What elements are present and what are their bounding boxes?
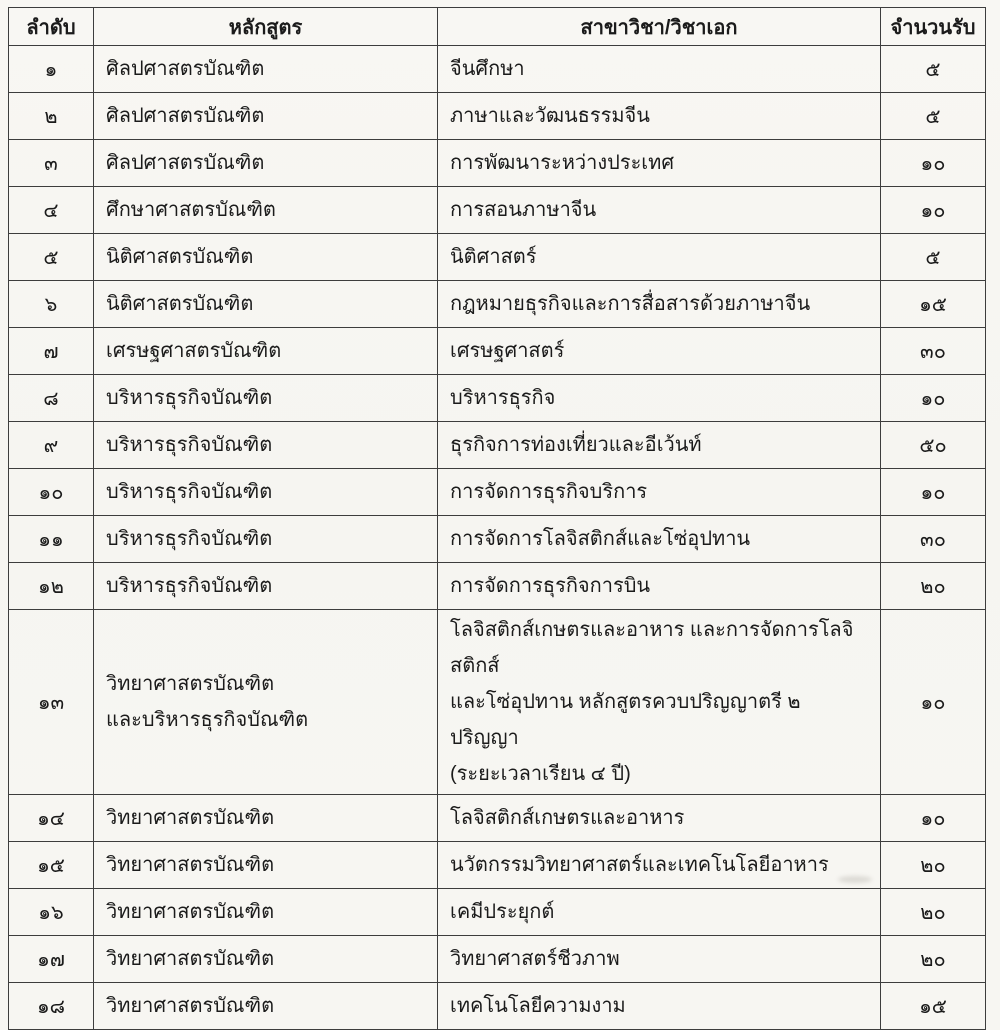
major-text-line: เคมีประยุกต์: [450, 901, 555, 923]
program-cell: [94, 469, 438, 516]
program-text-line: และบริหารธุรกิจบัณฑิต: [106, 709, 309, 731]
program-cell: [94, 610, 438, 795]
table-row: [9, 46, 986, 93]
table-row: [9, 140, 986, 187]
program-text-line: บริหารธุรกิจบัณฑิต: [106, 481, 273, 503]
program-text-line: วิทยาศาสตรบัณฑิต: [106, 807, 275, 829]
major-text-line: เทคโนโลยีความงาม: [450, 995, 626, 1017]
major-cell: [438, 842, 881, 889]
quota-cell: ๒๐: [881, 936, 986, 983]
program-text-line: ศึกษาศาสตรบัณฑิต: [106, 199, 276, 221]
program-text-line: บริหารธุรกิจบัณฑิต: [106, 575, 273, 597]
quota-cell: ๕: [881, 93, 986, 140]
quota-cell: ๕: [881, 46, 986, 93]
quota-cell: ๓๐: [881, 328, 986, 375]
quota-cell: ๑๕: [881, 983, 986, 1030]
major-cell: [438, 422, 881, 469]
major-cell: [438, 795, 881, 842]
program-text-line: วิทยาศาสตรบัณฑิต: [106, 854, 275, 876]
major-cell: [438, 375, 881, 422]
order-cell: ๔: [9, 187, 94, 234]
major-text-line: โลจิสติกส์เกษตรและอาหาร และการจัดการโลจิสติกส์: [450, 619, 854, 677]
quota-cell: ๑๐: [881, 610, 986, 795]
quota-cell: ๑๐: [881, 187, 986, 234]
quota-cell: ๒๐: [881, 889, 986, 936]
column-header-major: สาขาวิชา/วิชาเอก: [438, 8, 881, 46]
program-text-line: บริหารธุรกิจบัณฑิต: [106, 387, 273, 409]
program-text-line: นิติศาสตรบัณฑิต: [106, 246, 254, 268]
major-cell: [438, 187, 881, 234]
quota-cell: ๑๐: [881, 795, 986, 842]
major-text-line: กฎหมายธุรกิจและการสื่อสารด้วยภาษาจีน: [450, 293, 811, 315]
major-text-line: บริหารธุรกิจ: [450, 387, 556, 409]
program-cell: [94, 46, 438, 93]
major-cell: [438, 610, 881, 795]
program-text-line: ศิลปศาสตรบัณฑิต: [106, 152, 265, 174]
program-cell: [94, 140, 438, 187]
program-text-line: วิทยาศาสตรบัณฑิต: [106, 995, 275, 1017]
quota-cell: ๑๐: [881, 469, 986, 516]
program-cell: [94, 234, 438, 281]
major-text-line: การสอนภาษาจีน: [450, 199, 597, 221]
table-row: [9, 936, 986, 983]
table-row: [9, 983, 986, 1030]
order-cell: ๑๓: [9, 610, 94, 795]
program-text-line: วิทยาศาสตรบัณฑิต: [106, 901, 275, 923]
program-text-line: เศรษฐศาสตรบัณฑิต: [106, 340, 282, 362]
order-cell: ๑๘: [9, 983, 94, 1030]
order-cell: ๑๐: [9, 469, 94, 516]
program-text-line: บริหารธุรกิจบัณฑิต: [106, 528, 273, 550]
program-cell: [94, 842, 438, 889]
program-text-line: ศิลปศาสตรบัณฑิต: [106, 58, 265, 80]
program-text-line: บริหารธุรกิจบัณฑิต: [106, 434, 273, 456]
order-cell: ๑๑: [9, 516, 94, 563]
program-cell: [94, 889, 438, 936]
major-text-line: การจัดการโลจิสติกส์และโซ่อุปทาน: [450, 528, 751, 550]
major-text-line: การพัฒนาระหว่างประเทศ: [450, 152, 675, 174]
quota-cell: ๕: [881, 234, 986, 281]
major-cell: [438, 46, 881, 93]
program-cell: [94, 93, 438, 140]
order-cell: ๒: [9, 93, 94, 140]
major-cell: [438, 234, 881, 281]
order-cell: ๑๗: [9, 936, 94, 983]
program-cell: [94, 795, 438, 842]
column-header-quota: จำนวนรับ: [881, 8, 986, 46]
order-cell: ๗: [9, 328, 94, 375]
order-cell: ๑: [9, 46, 94, 93]
quota-cell: ๕๐: [881, 422, 986, 469]
quota-cell: ๑๐: [881, 140, 986, 187]
program-cell: [94, 187, 438, 234]
major-cell: [438, 469, 881, 516]
quota-cell: ๒๐: [881, 563, 986, 610]
major-cell: [438, 563, 881, 610]
table-row: [9, 281, 986, 328]
major-text-line: นวัตกรรมวิทยาศาสตร์และเทคโนโลยีอาหาร: [450, 854, 829, 876]
program-cell: [94, 375, 438, 422]
table-row: [9, 187, 986, 234]
column-header-order: ลำดับ: [9, 8, 94, 46]
quota-cell: ๒๐: [881, 842, 986, 889]
program-cell: [94, 328, 438, 375]
program-cell: [94, 936, 438, 983]
program-text-line: วิทยาศาสตรบัณฑิต: [106, 948, 275, 970]
order-cell: ๑๕: [9, 842, 94, 889]
column-header-program: หลักสูตร: [94, 8, 438, 46]
major-text-line: ธุรกิจการท่องเที่ยวและอีเว้นท์: [450, 434, 702, 456]
program-cell: [94, 281, 438, 328]
admission-quota-table: [8, 7, 986, 1030]
major-cell: [438, 983, 881, 1030]
order-cell: ๕: [9, 234, 94, 281]
major-cell: [438, 328, 881, 375]
order-cell: ๓: [9, 140, 94, 187]
table-row: [9, 469, 986, 516]
major-text-line: การจัดการธุรกิจการบิน: [450, 575, 651, 597]
major-cell: [438, 516, 881, 563]
order-cell: ๑๒: [9, 563, 94, 610]
table-row: [9, 563, 986, 610]
major-cell: [438, 281, 881, 328]
order-cell: ๘: [9, 375, 94, 422]
major-cell: [438, 889, 881, 936]
program-text-line: วิทยาศาสตรบัณฑิต: [106, 673, 275, 695]
table-row: [9, 610, 986, 795]
program-text-line: นิติศาสตรบัณฑิต: [106, 293, 254, 315]
quota-cell: ๓๐: [881, 516, 986, 563]
major-text-line: โลจิสติกส์เกษตรและอาหาร: [450, 807, 685, 829]
major-text-line: เศรษฐศาสตร์: [450, 340, 565, 362]
order-cell: ๙: [9, 422, 94, 469]
major-text-line: จีนศึกษา: [450, 58, 525, 80]
table-row: [9, 842, 986, 889]
major-cell: [438, 140, 881, 187]
major-text-line: วิทยาศาสตร์ชีวภาพ: [450, 948, 620, 970]
order-cell: ๖: [9, 281, 94, 328]
program-cell: [94, 516, 438, 563]
table-row: [9, 422, 986, 469]
order-cell: ๑๔: [9, 795, 94, 842]
major-cell: [438, 936, 881, 983]
quota-cell: ๑๕: [881, 281, 986, 328]
major-text-line: (ระยะเวลาเรียน ๔ ปี): [450, 763, 631, 785]
major-cell: [438, 93, 881, 140]
major-text-line: นิติศาสตร์: [450, 246, 537, 268]
program-text-line: ศิลปศาสตรบัณฑิต: [106, 105, 265, 127]
table-header-row: [9, 8, 986, 46]
quota-cell: ๑๐: [881, 375, 986, 422]
scan-artifact: [838, 876, 872, 883]
major-text-line: และโซ่อุปทาน หลักสูตรควบปริญญาตรี ๒ ปริญญา: [450, 691, 801, 749]
table-row: [9, 795, 986, 842]
program-cell: [94, 563, 438, 610]
table-row: [9, 234, 986, 281]
table-row: [9, 889, 986, 936]
table-row: [9, 328, 986, 375]
program-cell: [94, 983, 438, 1030]
order-cell: ๑๖: [9, 889, 94, 936]
major-text-line: ภาษาและวัฒนธรรมจีน: [450, 105, 650, 127]
table-row: [9, 375, 986, 422]
table-row: [9, 93, 986, 140]
table-row: [9, 516, 986, 563]
major-text-line: การจัดการธุรกิจบริการ: [450, 481, 648, 503]
program-cell: [94, 422, 438, 469]
